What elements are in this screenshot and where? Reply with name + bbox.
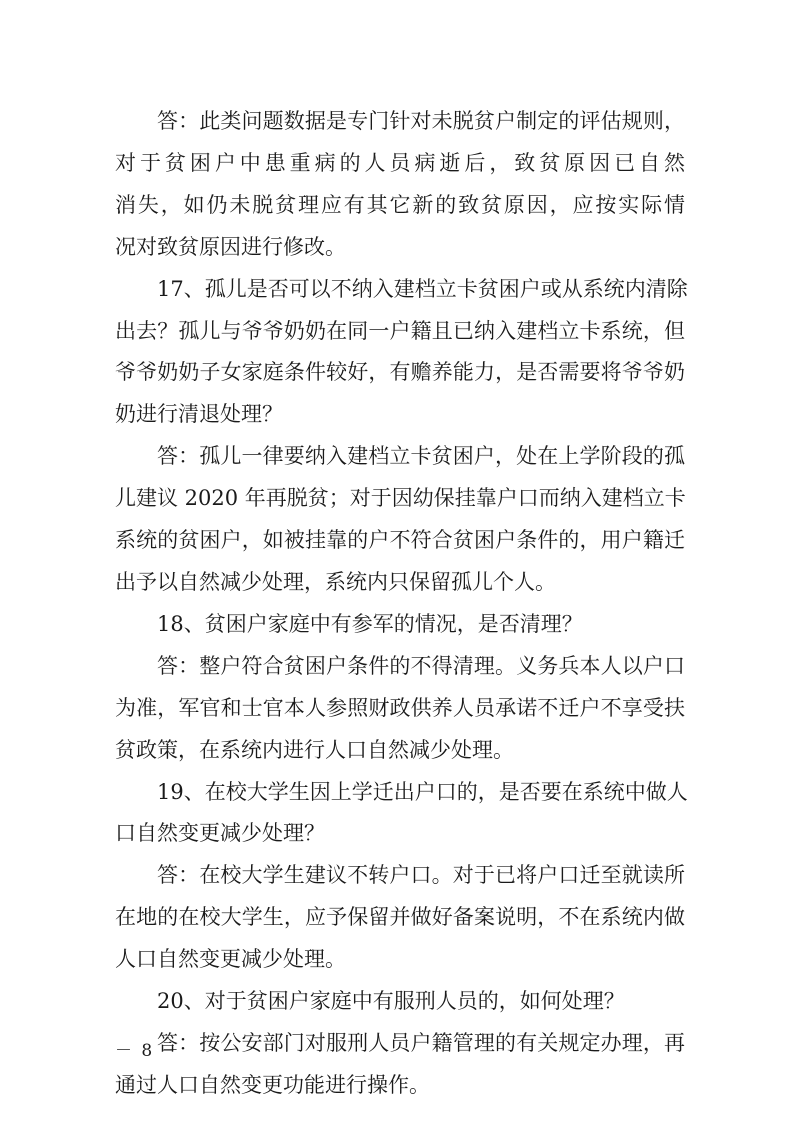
text-line: 19、在校大学生因上学迁出户口的，是否要在系统中做人 (157, 779, 688, 804)
text-line: 答：按公安部门对服刑人员户籍管理的有关规定办理，再 (157, 1030, 685, 1055)
text-line: 20、对于贫困户家庭中有服刑人员的，如何处理？ (157, 989, 625, 1014)
question-paragraph-19 (115, 772, 688, 856)
text-line: 消失，如仍未脱贫理应有其它新的致贫原因，应按实际情 (115, 192, 685, 217)
text-line: 答：整户符合贫困户条件的不得清理。义务兵本人以户口 (157, 653, 685, 678)
text-line: 答：孤儿一律要纳入建档立卡贫困户，处在上学阶段的孤 (157, 444, 685, 469)
text-line: 对于贫困户中患重病的人员病逝后，致贫原因已自然 (115, 150, 685, 175)
document-body (115, 101, 688, 1107)
text-line: 人口自然变更减少处理。 (115, 947, 346, 972)
text-line: 贫政策，在系统内进行人口自然减少处理。 (115, 737, 514, 762)
text-line: 为准，军官和士官本人参照财政供养人员承诺不迁户不享受扶 (115, 695, 685, 720)
answer-paragraph-17 (115, 436, 685, 604)
text-line: 系统的贫困户，如被挂靠的户不符合贫困户条件的，用户籍迁 (115, 528, 685, 553)
text-line: 况对致贫原因进行修改。 (115, 234, 346, 259)
text-line: 答：此类问题数据是专门针对未脱贫户制定的评估规则， (157, 109, 685, 133)
question-paragraph-20 (115, 981, 685, 1023)
text-line: 通过人口自然变更功能进行操作。 (115, 1072, 430, 1097)
question-paragraph-18 (115, 604, 685, 646)
text-line: 17、孤儿是否可以不纳入建档立卡贫困户或从系统内清除 (157, 276, 688, 301)
answer-paragraph-16 (115, 101, 685, 269)
text-line: 口自然变更减少处理？ (115, 821, 325, 846)
answer-paragraph-19 (115, 855, 685, 981)
text-line: 儿建议 2020 年再脱贫；对于因幼保挂靠户口而纳入建档立卡 (115, 486, 686, 511)
text-line: 18、贫困户家庭中有参军的情况，是否清理？ (157, 611, 583, 636)
answer-paragraph-18 (115, 646, 685, 772)
text-line: 出去？孤儿与爷爷奶奶在同一户籍且已纳入建档立卡系统，但 (115, 318, 685, 343)
text-line: 出予以自然减少处理，系统内只保留孤儿个人。 (115, 569, 556, 594)
text-line: 奶进行清退处理？ (115, 402, 283, 427)
text-line: 答：在校大学生建议不转户口。对于已将户口迁至就读所 (157, 863, 685, 888)
question-paragraph-17 (115, 269, 688, 437)
text-line: 在地的在校大学生，应予保留并做好备案说明，不在系统内做 (115, 905, 685, 930)
page-number: － 8 － (115, 1041, 181, 1061)
answer-paragraph-20 (115, 1023, 685, 1107)
text-line: 爷爷奶奶子女家庭条件较好，有赡养能力，是否需要将爷爷奶 (115, 360, 685, 385)
